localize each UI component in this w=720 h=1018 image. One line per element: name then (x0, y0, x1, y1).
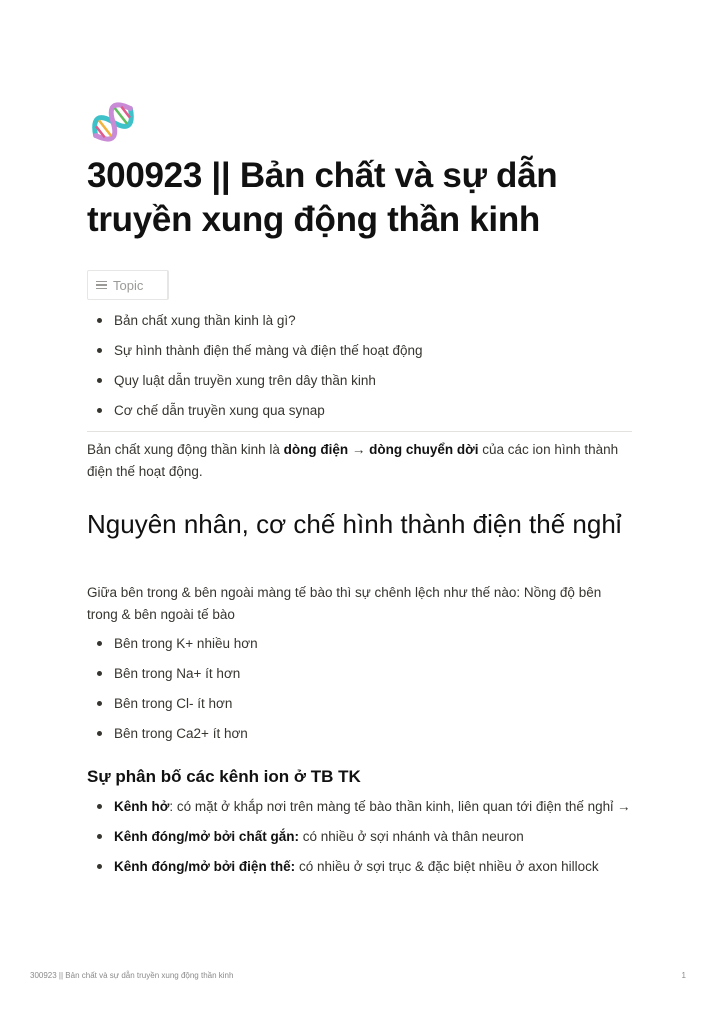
channel-text: : có mặt ở khắp nơi trên màng tế bào thần kinh, liên quan tới điện thế nghỉ → (169, 799, 631, 814)
list-icon (96, 281, 107, 290)
section-heading-ion-channels: Sự phân bố các kênh ion ở TB TK (87, 767, 361, 786)
list-item: Bên trong Ca2+ ít hơn (87, 723, 632, 744)
topic-list (87, 310, 632, 421)
intro-bold-1: dòng điện (283, 442, 349, 457)
list-item: Bản chất xung thần kinh là gì? (87, 310, 632, 331)
list-item (87, 856, 632, 877)
list-item: Bên trong Cl- ít hơn (87, 693, 632, 714)
channel-label: Kênh hở (114, 799, 170, 814)
property-divider (167, 271, 168, 299)
list-item (87, 796, 632, 817)
intro-text-start: Bản chất xung động thần kinh là (87, 442, 284, 457)
channel-list (87, 796, 632, 877)
page-title: 300923 || Bản chất và sự dẫn truyền xung động thần kinh (87, 156, 558, 239)
intro-bold-2: dòng chuyển dời (369, 442, 479, 457)
channel-text: có nhiều ở sợi trục & đặc biệt nhiều ở axon hillock (295, 859, 599, 874)
channel-label: Kênh đóng/mở bởi điện thế: (114, 859, 296, 874)
list-item: Cơ chế dẫn truyền xung qua synap (87, 400, 632, 421)
footer-title: 300923 || Bản chất và sự dẫn truyền xung động thần kinh (30, 971, 234, 980)
list-item: Quy luật dẫn truyền xung trên dây thần kinh (87, 370, 632, 391)
divider (87, 431, 632, 432)
property-label: Topic (113, 277, 144, 293)
ion-list (87, 633, 632, 744)
dna-emoji-icon (87, 96, 139, 148)
intro-paragraph (87, 439, 632, 483)
channel-label: Kênh đóng/mở bởi chất gắn: (114, 829, 299, 844)
property-topic[interactable] (87, 270, 169, 300)
footer-page-number: 1 (681, 971, 686, 980)
section-heading-resting-potential: Nguyên nhân, cơ chế hình thành điện thế nghỉ (87, 509, 622, 539)
intro-arrow: → (348, 442, 370, 457)
intro-text-end: của các ion hình thành điện thế hoạt động. (87, 442, 619, 479)
list-item: Sự hình thành điện thế màng và điện thế hoạt động (87, 340, 632, 361)
list-item (87, 826, 632, 847)
channel-text: có nhiều ở sợi nhánh và thân neuron (298, 829, 524, 844)
list-item: Bên trong Na+ ít hơn (87, 663, 632, 684)
section-paragraph: Giữa bên trong & bên ngoài màng tế bào thì sự chênh lệch như thế nào: Nồng độ bên trong & bên ngoài tế bào (87, 585, 602, 622)
list-item: Bên trong K+ nhiều hơn (87, 633, 632, 654)
